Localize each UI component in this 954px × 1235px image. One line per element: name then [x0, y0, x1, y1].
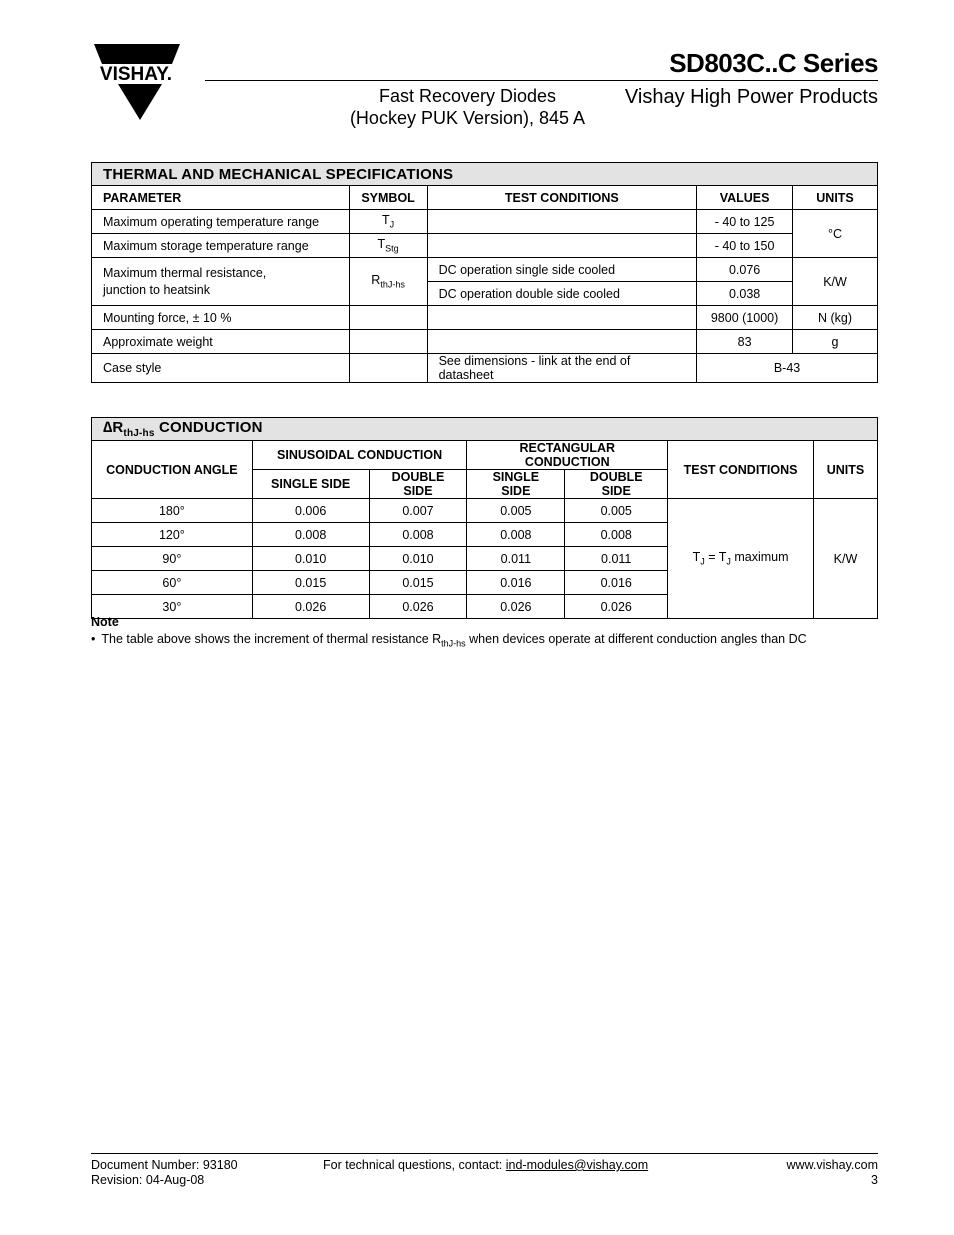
thermal-mechanical-table — [91, 162, 878, 383]
table-row — [92, 354, 878, 383]
description-line-1: Fast Recovery Diodes — [378, 86, 557, 106]
table-row — [92, 234, 878, 258]
website-link[interactable]: www.vishay.com — [786, 1158, 878, 1172]
value-storage-temp: - 40 to 150 — [697, 234, 793, 258]
table-row: 90° 0.010 0.010 0.011 0.011 — [92, 547, 878, 571]
table-row: 180° 0.006 0.007 0.005 0.005 $T_J = T_J$ maximum K/W — [92, 499, 878, 523]
test-condition-empty — [427, 234, 697, 258]
footer-document-info — [91, 1158, 238, 1188]
condition-single-side: DC operation single side cooled — [427, 258, 697, 282]
value-operating-temp: - 40 to 125 — [697, 210, 793, 234]
revision: Revision: 04-Aug-08 — [91, 1173, 205, 1187]
header-units: UNITS — [793, 186, 878, 210]
table-row: 60° 0.015 0.015 0.016 0.016 — [92, 571, 878, 595]
symbol-rthj-hs: $R_{thJ-hs}$ — [349, 258, 427, 306]
table-row — [92, 306, 878, 330]
table-row — [92, 210, 878, 234]
value-single-side: 0.076 — [697, 258, 793, 282]
table-row: 30° 0.026 0.026 0.026 0.026 — [92, 595, 878, 619]
condition-double-side: DC operation double side cooled — [427, 282, 697, 306]
unit-weight: g — [793, 330, 878, 354]
param-thermal-resistance: Maximum thermal resistance, junction to heatsink — [92, 258, 350, 306]
value-case-style: B-43 — [697, 354, 878, 383]
conduction-unit: K/W — [813, 499, 877, 619]
page-number: 3 — [871, 1173, 878, 1187]
thermal-table-title: THERMAL AND MECHANICAL SPECIFICATIONS — [92, 163, 878, 186]
conduction-test-condition: $T_J = T_J$ maximum — [668, 499, 814, 619]
unit-mounting-force: N (kg) — [793, 306, 878, 330]
header-rectangular: RECTANGULAR CONDUCTION — [467, 441, 668, 470]
header-symbol: SYMBOL — [349, 186, 427, 210]
conduction-table — [91, 417, 878, 619]
header-sin-single: SINGLE SIDE — [252, 470, 369, 499]
unit-thermal-resistance: K/W — [793, 258, 878, 306]
unit-temperature: °C — [793, 210, 878, 258]
note-title: Note — [91, 615, 119, 629]
contact-label: For technical questions, contact: — [323, 1158, 506, 1172]
brand-name: Vishay High Power Products — [624, 86, 878, 108]
header-conduction-angle: CONDUCTION ANGLE — [92, 441, 253, 499]
symbol-tstg: $T_{Stg}$ — [349, 234, 427, 258]
footer-site-info — [787, 1158, 878, 1188]
header-rect-double: DOUBLE SIDE — [565, 470, 668, 499]
param-case-style: Case style — [92, 354, 350, 383]
value-weight: 83 — [697, 330, 793, 354]
value-mounting-force: 9800 (1000) — [697, 306, 793, 330]
table-row — [92, 258, 878, 282]
vishay-logo — [88, 44, 184, 122]
param-weight: Approximate weight — [92, 330, 350, 354]
header-test-conditions: TEST CONDITIONS — [668, 441, 814, 499]
note-text: • The table above shows the increment of thermal resistance $R_{thJ-hs}$ when devices operate at different conduction angles than DC — [91, 632, 807, 649]
contact-email-link[interactable]: ind-modules@vishay.com — [505, 1158, 649, 1172]
footer-contact — [323, 1158, 648, 1173]
table-row — [92, 330, 878, 354]
symbol-tj: $T_J$ — [349, 210, 427, 234]
bullet: • — [91, 632, 96, 646]
product-description — [340, 85, 595, 129]
header-rect-single: SINGLE SIDE — [467, 470, 565, 499]
header-units: UNITS — [813, 441, 877, 499]
condition-case-style: See dimensions - link at the end of datasheet — [427, 354, 697, 383]
description-line-2: (Hockey PUK Version), 845 A — [349, 108, 586, 128]
logo-text: VISHAY. — [99, 64, 173, 85]
value-double-side: 0.038 — [697, 282, 793, 306]
header-sin-double: DOUBLE SIDE — [369, 470, 467, 499]
header-sinusoidal: SINUSOIDAL CONDUCTION — [252, 441, 467, 470]
header-values: VALUES — [697, 186, 793, 210]
footer-rule — [91, 1153, 878, 1154]
header-test-conditions: TEST CONDITIONS — [427, 186, 697, 210]
table-row: 120° 0.008 0.008 0.008 0.008 — [92, 523, 878, 547]
header-parameter: PARAMETER — [92, 186, 350, 210]
param-operating-temp: Maximum operating temperature range — [92, 210, 350, 234]
test-condition-empty — [427, 210, 697, 234]
conduction-table-title: $\Delta R_{thJ-hs}$ CONDUCTION — [92, 418, 878, 441]
param-mounting-force: Mounting force, ± 10 % — [92, 306, 350, 330]
header-rule — [205, 80, 878, 81]
param-storage-temp: Maximum storage temperature range — [92, 234, 350, 258]
document-number: Document Number: 93180 — [91, 1158, 238, 1172]
series-title: SD803C..C Series — [669, 48, 878, 78]
